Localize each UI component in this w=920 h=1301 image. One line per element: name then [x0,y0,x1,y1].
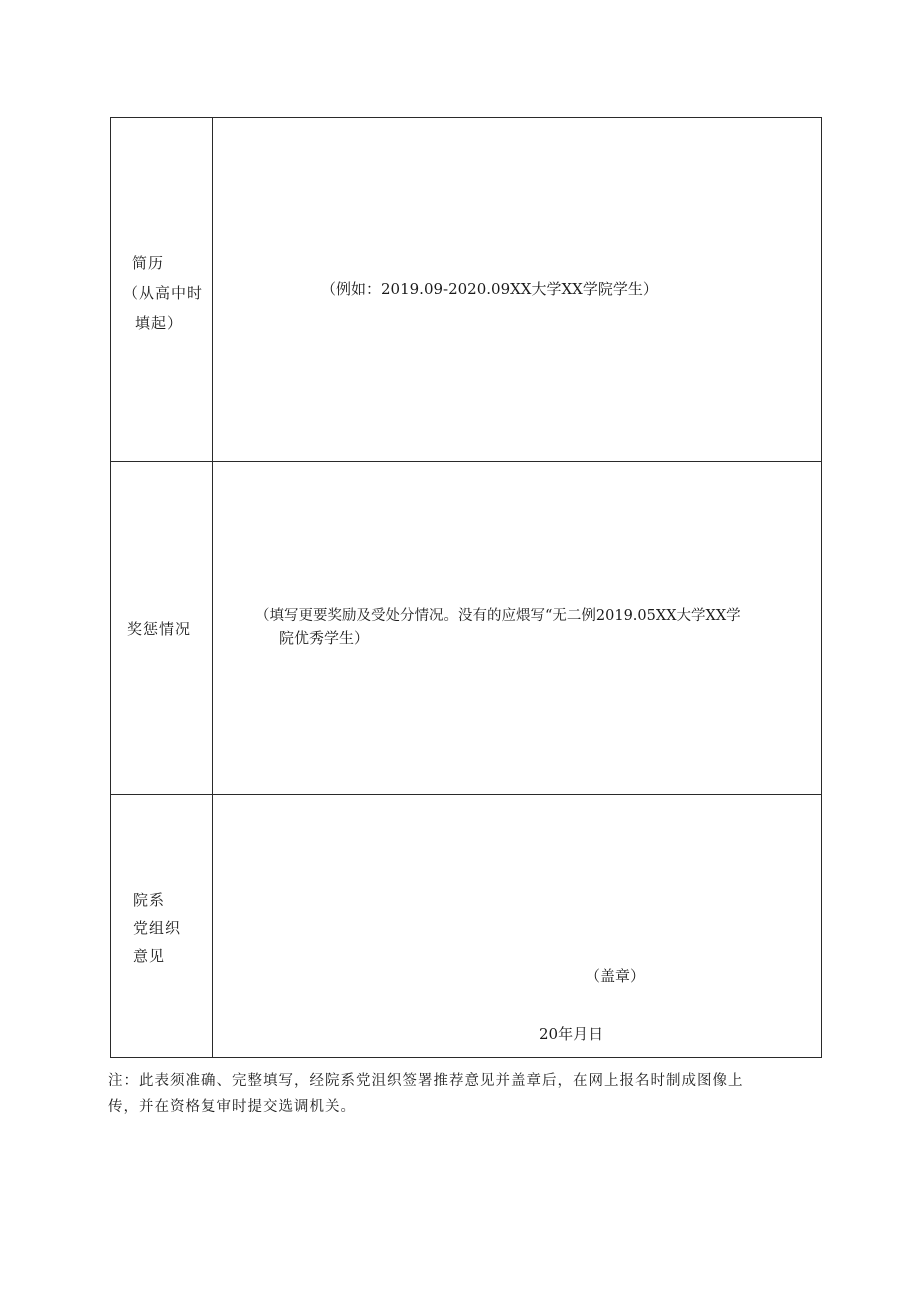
awards-label: 奖惩情况 [127,620,192,638]
resume-label-line1: 简历 [132,254,165,272]
resume-hint: （例如：2019.09-2020.09XX大学XX学院学生） [321,280,658,298]
note-line1: 注：此表须准确、完整填写，经院系党沮织签署推荐意见并盖章后，在网上报名时制成图像上 [108,1073,744,1089]
opinion-label-line1: 院系 [133,891,166,909]
date-text: 20年月日 [539,1025,604,1043]
resume-label-line3: 填起） [135,314,184,332]
registration-form-table [110,117,822,1058]
opinion-label-cell [111,795,213,1057]
resume-row [111,118,821,462]
awards-hint-line2: 院优秀学生） [279,629,370,647]
resume-label-line2: （从高中时 [123,284,204,302]
resume-label-cell [111,118,213,461]
opinion-row [111,795,821,1057]
awards-row [111,462,821,795]
awards-label-cell [111,462,213,794]
form-note [108,1068,808,1120]
opinion-label-line3: 意见 [133,947,166,965]
seal-text: （盖章） [585,967,646,985]
awards-hint-line1: （填写更要奖励及受处分情况。没有的应煨写“无二例2019.05XX大学XX学 [255,608,741,624]
opinion-content-cell[interactable] [213,795,821,1057]
resume-content-cell[interactable] [213,118,821,461]
awards-content-cell[interactable] [213,462,821,794]
note-line2: 传，并在资格复审时提交选调机关。 [108,1099,356,1115]
opinion-label-line2: 党组织 [133,919,182,937]
